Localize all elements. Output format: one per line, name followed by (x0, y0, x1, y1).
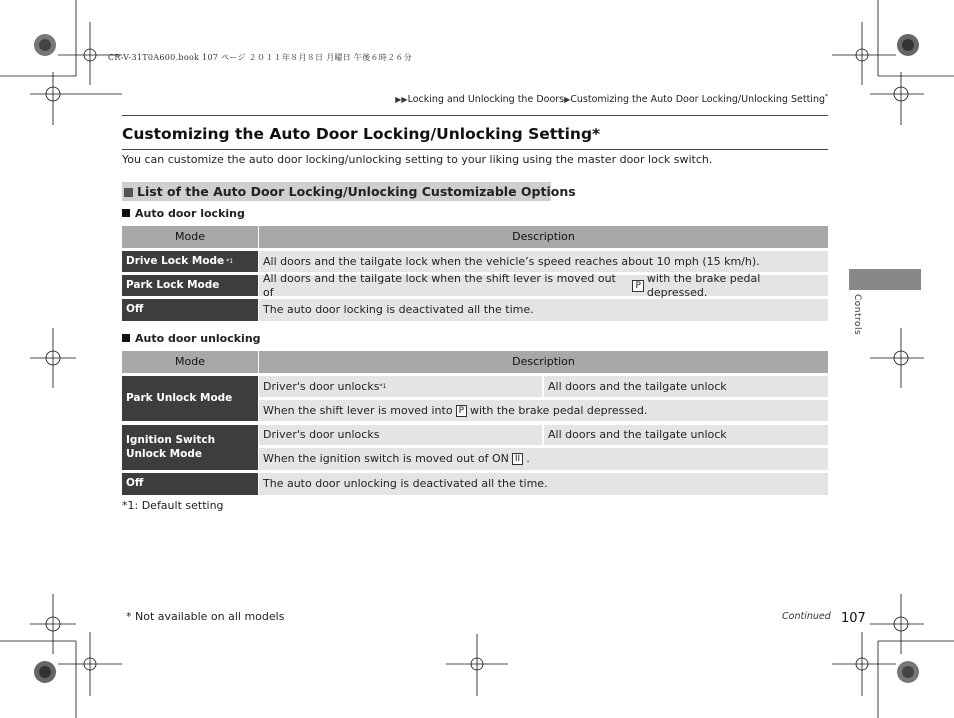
breadcrumb-arrow-icon: ▶ (564, 95, 571, 105)
square-bullet-icon (124, 188, 133, 197)
section-subheading (122, 182, 576, 201)
default-setting-footnote: *1: Default setting (122, 499, 224, 512)
desc-ignition-unlock-b: All doors and the tailgate unlock (544, 425, 828, 445)
square-bullet-icon (122, 209, 130, 217)
desc-off-unlock: The auto door unlocking is deactivated all the time. (259, 473, 828, 495)
desc-ignition-unlock-a: Driver's door unlocks (259, 425, 542, 445)
desc-text: . (526, 452, 530, 466)
print-header-metadata: CR-V-31T0A600.book 107 ページ ２０１１年８月８日 月曜日 午後６時２６分 (108, 53, 413, 62)
desc-park-unlock-c (259, 400, 828, 421)
footnote-ref: *1 (226, 257, 234, 265)
mode-drive-lock (122, 251, 258, 272)
mode-park-unlock: Park Unlock Mode (122, 376, 258, 421)
shift-position-p-icon: P (456, 405, 467, 417)
locking-heading (122, 207, 245, 220)
mode-ignition-unlock: Ignition Switch Unlock Mode (122, 425, 258, 470)
page-number: 107 (841, 611, 866, 626)
chapter-tab-label: Controls (852, 294, 862, 336)
shift-position-p-icon: P (632, 280, 643, 292)
desc-park-unlock-b: All doors and the tailgate unlock (544, 376, 828, 397)
desc-text: with the brake pedal depressed. (470, 403, 648, 417)
title-rule (122, 149, 828, 150)
desc-drive-lock: All doors and the tailgate lock when the vehicle’s speed reaches about 10 mph (15 km/h). (259, 251, 828, 272)
page-title: Customizing the Auto Door Locking/Unlocking Setting* (122, 125, 601, 143)
breadcrumb-arrow-icon: ▶▶ (395, 95, 408, 105)
desc-park-unlock-a (259, 376, 542, 397)
unlocking-heading (122, 332, 261, 345)
locking-header-mode: Mode (122, 226, 258, 248)
mode-off-lock: Off (122, 299, 258, 321)
header-rule (122, 115, 828, 116)
mode-off-unlock: Off (122, 473, 258, 495)
mode-park-lock: Park Lock Mode (122, 275, 258, 296)
desc-text: with the brake pedal depressed. (646, 271, 761, 299)
desc-text: When the ignition switch is moved out of ON (263, 452, 509, 466)
breadcrumb-item-locking: Locking and Unlocking the Doors (407, 94, 565, 106)
locking-header-description: Description (259, 226, 828, 248)
chapter-tab (849, 269, 921, 290)
mode-label: Drive Lock Mode (126, 254, 225, 267)
desc-text: All doors and the tailgate lock when the shift lever is moved out of (263, 271, 616, 299)
footnote-ref: *1 (379, 382, 387, 390)
locking-heading-text: Auto door locking (135, 207, 245, 220)
desc-park-lock (259, 271, 828, 299)
breadcrumb (395, 93, 828, 105)
desc-ignition-unlock-c (259, 448, 828, 470)
subheading-text: List of the Auto Door Locking/Unlocking Customizable Options (137, 184, 576, 199)
desc-text: Driver's door unlocks (263, 379, 380, 393)
intro-text: You can customize the auto door locking/unlocking setting to your liking using the master door lock switch. (122, 153, 713, 166)
desc-off-lock: The auto door locking is deactivated all the time. (259, 299, 828, 321)
unlocking-header-mode: Mode (122, 351, 258, 373)
breadcrumb-item-current: Customizing the Auto Door Locking/Unlocking Setting (570, 94, 825, 106)
breadcrumb-star: * (825, 93, 828, 100)
ignition-position-ii-icon: II (512, 453, 523, 465)
desc-text: When the shift lever is moved into (263, 403, 453, 417)
unlocking-header-description: Description (259, 351, 828, 373)
continued-label: Continued (782, 611, 831, 622)
square-bullet-icon (122, 334, 130, 342)
availability-note: * Not available on all models (126, 610, 285, 623)
unlocking-heading-text: Auto door unlocking (135, 332, 261, 345)
